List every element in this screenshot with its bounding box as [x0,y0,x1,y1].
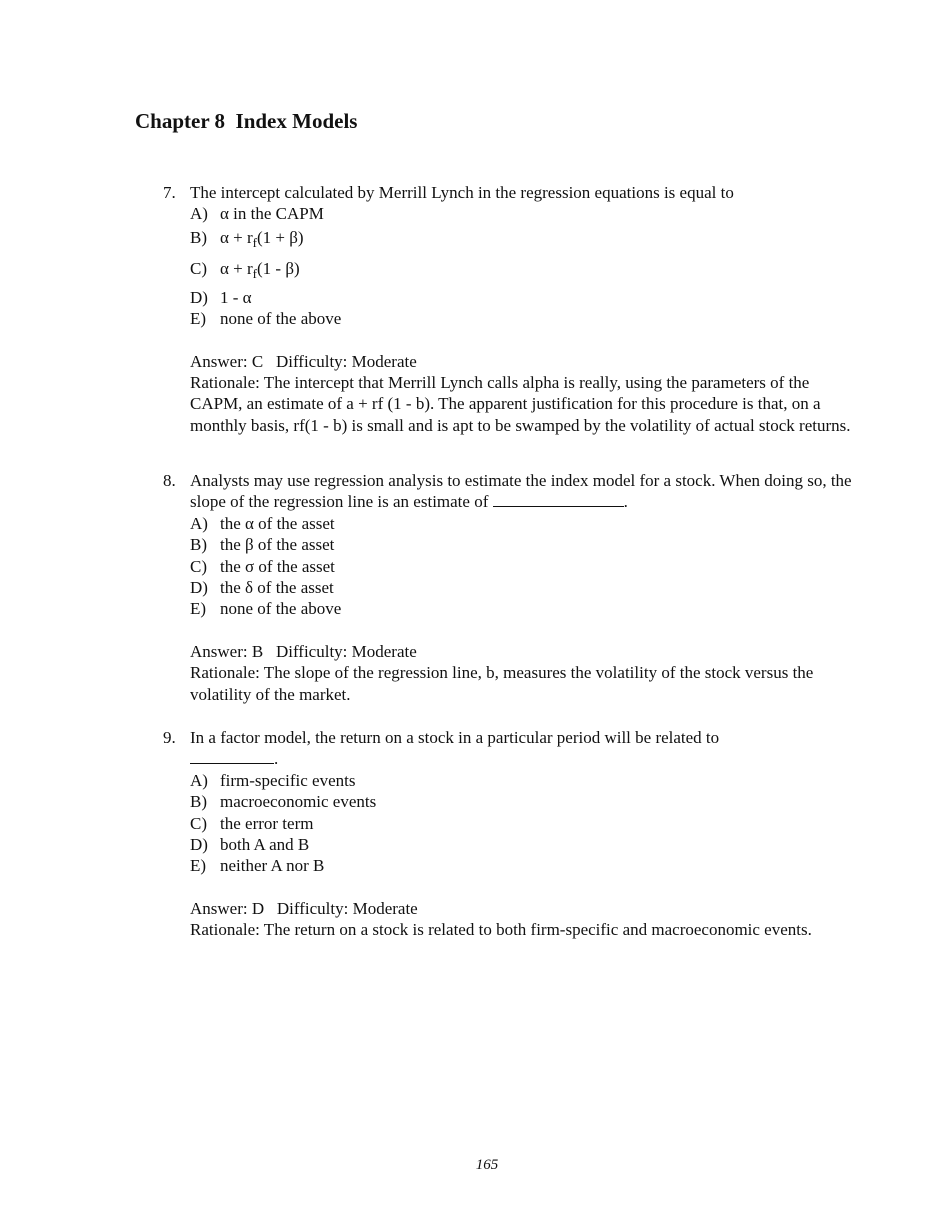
option-e: E) none of the above [190,309,342,329]
question-number: 8. [163,471,176,490]
answer-block [190,351,853,437]
fill-in-blank [493,491,624,507]
option-e: E) neither A nor B [190,856,325,876]
fill-in-blank [190,748,274,764]
option-a: A) α in the CAPM [190,204,324,224]
answer-block [190,641,853,705]
question-7 [163,182,853,436]
answer-difficulty: Answer: C Difficulty: Moderate [190,351,417,371]
page-title: Chapter 8 Index Models [135,109,358,133]
option-d: D) both A and B [190,835,310,855]
option-a: A) the α of the asset [190,513,335,533]
question-8 [163,470,853,705]
answer-options [190,770,853,877]
page-number: 165 [475,1157,499,1173]
rationale: Rationale: The return on a stock is related to both firm-specific and macroeconomic events. [190,920,812,940]
option-c: C) $\alpha + r_f(1 - \beta)$ [190,256,853,287]
option-d: D) the δ of the asset [190,578,334,598]
answer-options [190,513,853,620]
rationale: Rationale: The slope of the regression line, b, measures the volatility of the stock versus the volatility of the market. [190,663,814,704]
option-formula: $\alpha + r_f(1 - \beta)$ [220,258,300,281]
option-e: E) none of the above [190,599,342,619]
question-number: 7. [163,183,176,202]
question-text: Analysts may use regression analysis to estimate the index model for a stock. When doing so, the slope of the regression line is an estimate of . [190,471,852,512]
option-c: C) the error term [190,813,314,833]
answer-options [190,203,853,329]
answer-difficulty: Answer: D Difficulty: Moderate [190,898,418,918]
option-formula: $\alpha + r_f(1 + \beta)$ [220,227,304,250]
question-stem [163,727,853,770]
answer-block [190,898,853,941]
question-stem [163,182,853,203]
question-text: The intercept calculated by Merrill Lynch in the regression equations is equal to [190,183,734,202]
question-number: 9. [163,728,176,747]
option-c: C) the σ of the asset [190,556,335,576]
question-stem [163,470,853,513]
option-b: B) the β of the asset [190,535,335,555]
option-b: B) $\alpha + r_f(1 + \beta)$ [190,225,853,256]
option-b: B) macroeconomic events [190,792,377,812]
option-a: A) firm-specific events [190,770,356,790]
option-d: D) 1 - α [190,287,252,307]
answer-difficulty: Answer: B Difficulty: Moderate [190,641,417,661]
question-9 [163,727,853,941]
rationale: Rationale: The intercept that Merrill Lynch calls alpha is really, using the parameters of the CAPM, an estimate of a + rf (1 - b). The apparent justification for this procedure is that, on a monthly basis, rf(1 - b) is small and is apt to be swamped by the volatility of actual stock returns. [190,373,851,435]
question-text: In a factor model, the return on a stock in a particular period will be related to . [190,728,720,769]
